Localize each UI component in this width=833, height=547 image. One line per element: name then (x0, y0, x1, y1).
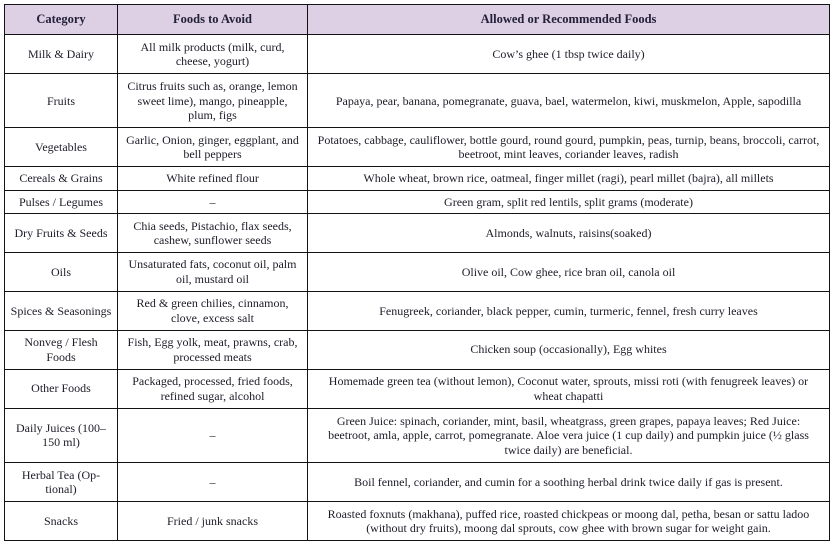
allowed-cell: Boil fennel, coriander, and cumin for a soothing herbal drink twice daily if gas is present. (308, 463, 830, 502)
allowed-cell: Almonds, walnuts, raisins(soaked) (308, 213, 830, 252)
table-row (5, 128, 830, 167)
allowed-cell: Olive oil, Cow ghee, rice bran oil, canola oil (308, 252, 830, 291)
avoid-cell: Citrus fruits such as, orange, lemon sweet lime), mango, pineapple, plum, figs (118, 73, 308, 128)
header-cell-allowed-foods: Allowed or Recommended Foods (308, 5, 830, 35)
table-row (5, 408, 830, 463)
category-cell: Oils (5, 252, 118, 291)
table-row (5, 73, 830, 128)
avoid-cell: Unsaturated fats, coconut oil, palm oil, mustard oil (118, 252, 308, 291)
table-row (5, 252, 830, 291)
category-cell: Cereals & Grains (5, 167, 118, 190)
allowed-cell: Roasted foxnuts (makhana), puffed rice, roasted chickpeas or moong dal, petha, besan or sattu ladoo (without dry fruits), moong dal sprouts, cow ghee with brown sugar for weight gain. (308, 502, 830, 541)
avoid-cell: Fish, Egg yolk, meat, prawns, crab, processed meats (118, 330, 308, 369)
avoid-cell: All milk products (milk, curd, cheese, yogurt) (118, 35, 308, 74)
avoid-cell: Garlic, Onion, ginger, eggplant, and bell peppers (118, 128, 308, 167)
allowed-cell: Chicken soup (occasionally), Egg whites (308, 330, 830, 369)
avoid-cell: Fried / junk snacks (118, 502, 308, 541)
category-cell: Other Foods (5, 369, 118, 408)
avoid-cell: – (118, 190, 308, 213)
header-cell-foods-to-avoid: Foods to Avoid (118, 5, 308, 35)
allowed-cell: Green Juice: spinach, coriander, mint, basil, wheatgrass, green grapes, papaya leaves; Red Juice: beetroot, amla, apple, carrot, pomegranate. Aloe vera juice (1 cup daily) and pumpkin juice (½ glass twice daily) are beneficial. (308, 408, 830, 463)
category-cell: Snacks (5, 502, 118, 541)
table-row (5, 167, 830, 190)
allowed-cell: Fenugreek, coriander, black pepper, cumin, turmeric, fennel, fresh curry leaves (308, 291, 830, 330)
category-cell: Fruits (5, 73, 118, 128)
avoid-cell: – (118, 463, 308, 502)
table-row (5, 213, 830, 252)
header-row (5, 5, 830, 35)
allowed-cell: Whole wheat, brown rice, oatmeal, finger millet (ragi), pearl millet (bajra), all millets (308, 167, 830, 190)
table-row (5, 35, 830, 74)
category-cell: Nonveg / Flesh Foods (5, 330, 118, 369)
category-cell: Pulses / Legumes (5, 190, 118, 213)
table-row (5, 190, 830, 213)
table-row (5, 291, 830, 330)
table-row (5, 330, 830, 369)
table-row (5, 369, 830, 408)
allowed-cell: Potatoes, cabbage, cauliflower, bottle gourd, round gourd, pumpkin, peas, turnip, beans, broccoli, carrot, beetroot, mint leaves, coriander leaves, radish (308, 128, 830, 167)
avoid-cell: Red & green chilies, cinnamon, clove, excess salt (118, 291, 308, 330)
category-cell: Daily Juices (100–150 ml) (5, 408, 118, 463)
category-cell: Dry Fruits & Seeds (5, 213, 118, 252)
header-cell-category: Category (5, 5, 118, 35)
diet-table (4, 4, 830, 541)
avoid-cell: Packaged, processed, fried foods, refined sugar, alcohol (118, 369, 308, 408)
category-cell: Herbal Tea (Optional) (5, 463, 118, 502)
table-row (5, 502, 830, 541)
allowed-cell: Green gram, split red lentils, split grams (moderate) (308, 190, 830, 213)
avoid-cell: – (118, 408, 308, 463)
category-cell: Spices & Seasonings (5, 291, 118, 330)
allowed-cell: Homemade green tea (without lemon), Coconut water, sprouts, missi roti (with fenugreek leaves) or wheat chapatti (308, 369, 830, 408)
allowed-cell: Cow’s ghee (1 tbsp twice daily) (308, 35, 830, 74)
category-cell: Vegetables (5, 128, 118, 167)
table-row (5, 463, 830, 502)
avoid-cell: Chia seeds, Pistachio, flax seeds, cashew, sunflower seeds (118, 213, 308, 252)
avoid-cell: White refined flour (118, 167, 308, 190)
category-cell: Milk & Dairy (5, 35, 118, 74)
allowed-cell: Papaya, pear, banana, pomegranate, guava, bael, watermelon, kiwi, muskmelon, Apple, sapodilla (308, 73, 830, 128)
